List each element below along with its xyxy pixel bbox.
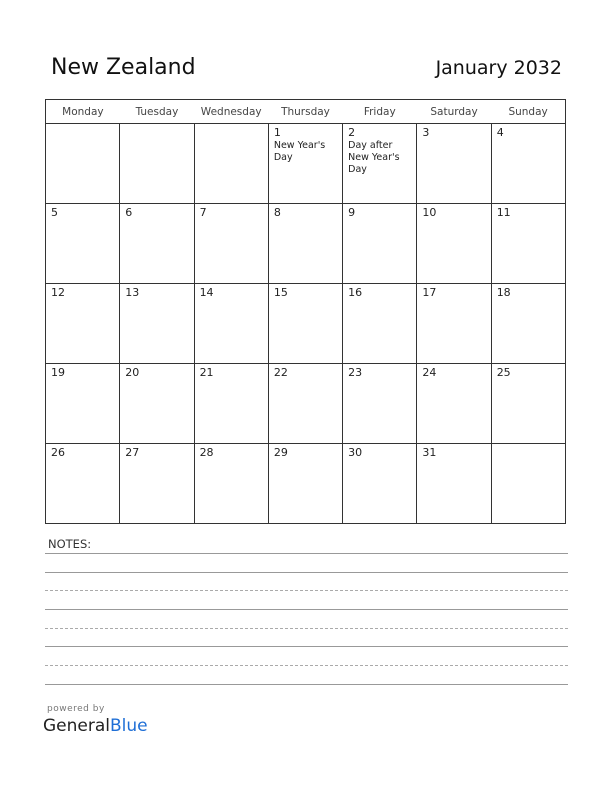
weekday-header: Tuesday: [120, 100, 194, 124]
day-number: 23: [348, 366, 363, 379]
day-cell: [268, 364, 342, 444]
weekday-header: Saturday: [417, 100, 491, 124]
calendar-country-title: New Zealand: [51, 55, 196, 80]
brand-logo[interactable]: [43, 716, 148, 736]
notes-line: [45, 572, 568, 573]
day-number: 5: [51, 206, 58, 219]
day-cell: [417, 444, 491, 524]
day-cell: [194, 284, 268, 364]
day-number: 3: [422, 126, 430, 139]
day-number: 13: [125, 286, 140, 299]
calendar-month-title: January 2032: [435, 57, 562, 79]
day-number: 16: [348, 286, 363, 299]
day-number: 14: [199, 286, 214, 299]
day-number: 11: [496, 206, 511, 219]
notes-line: [45, 590, 568, 591]
day-cell: [491, 364, 565, 444]
day-cell: [268, 124, 342, 204]
day-cell: [417, 124, 491, 204]
day-cell: [268, 444, 342, 524]
day-number: 21: [199, 366, 214, 379]
day-number: 8: [273, 206, 281, 219]
notes-line: [45, 684, 568, 685]
calendar-week-row: [46, 124, 566, 204]
notes-line: [45, 646, 568, 647]
day-cell: [268, 284, 342, 364]
day-cell: [417, 204, 491, 284]
day-number: 30: [348, 446, 363, 459]
weekday-header: Monday: [46, 100, 120, 124]
day-number: 4: [496, 126, 504, 139]
notes-line: [45, 609, 568, 610]
day-cell: [343, 284, 417, 364]
day-cell: [343, 444, 417, 524]
day-cell: [491, 124, 565, 204]
day-cell: [46, 364, 120, 444]
day-cell: [343, 364, 417, 444]
day-number: 12: [51, 286, 65, 299]
day-number: 28: [199, 446, 214, 459]
day-cell: [268, 204, 342, 284]
day-cell: [491, 284, 565, 364]
brand-name-blue: Blue: [110, 716, 148, 736]
day-number: 25: [496, 366, 511, 379]
day-cell: [194, 364, 268, 444]
weekday-header: Sunday: [491, 100, 565, 124]
day-number: 31: [422, 446, 437, 459]
calendar-grid: [45, 99, 566, 524]
day-cell: [120, 364, 194, 444]
day-number: 24: [422, 366, 437, 379]
day-number: 9: [348, 206, 356, 219]
day-cell: [46, 204, 120, 284]
day-number: 20: [125, 366, 140, 379]
weekday-header: Thursday: [268, 100, 342, 124]
day-number: 22: [273, 366, 288, 379]
day-number: 1: [273, 126, 281, 139]
day-number: 26: [51, 446, 65, 459]
empty-day-cell: [491, 444, 565, 524]
day-number: 18: [496, 286, 511, 299]
day-cell: [417, 284, 491, 364]
day-cell: [120, 204, 194, 284]
day-number: 6: [125, 206, 133, 219]
day-cell: [491, 204, 565, 284]
empty-day-cell: [46, 124, 120, 204]
day-number: 2: [348, 126, 356, 139]
day-cell: [46, 444, 120, 524]
weekday-header: Friday: [343, 100, 417, 124]
empty-day-cell: [194, 124, 268, 204]
day-number: 27: [125, 446, 140, 459]
notes-label: NOTES:: [48, 537, 92, 551]
day-number: 29: [273, 446, 288, 459]
notes-line: [45, 553, 568, 554]
weekday-header: Wednesday: [194, 100, 268, 124]
notes-line: [45, 628, 568, 629]
holiday-label: Day after New Year's Day: [348, 140, 400, 175]
day-cell: [343, 124, 417, 204]
day-number: 10: [422, 206, 437, 219]
holiday-label: New Year's Day: [273, 140, 326, 163]
day-number: 17: [422, 286, 437, 299]
day-cell: [194, 444, 268, 524]
empty-day-cell: [120, 124, 194, 204]
brand-name-general: General: [43, 716, 110, 736]
day-cell: [46, 284, 120, 364]
day-cell: [194, 204, 268, 284]
calendar-week-row: [46, 444, 566, 524]
day-cell: [417, 364, 491, 444]
calendar-week-row: [46, 204, 566, 284]
notes-line: [45, 665, 568, 666]
day-cell: [120, 444, 194, 524]
day-cell: [120, 284, 194, 364]
powered-by-text: powered by: [47, 704, 105, 714]
day-cell: [343, 204, 417, 284]
day-number: 15: [273, 286, 288, 299]
calendar-week-row: [46, 364, 566, 444]
day-number: 19: [51, 366, 65, 379]
calendar-week-row: [46, 284, 566, 364]
weekday-header-row: [46, 100, 566, 124]
day-number: 7: [199, 206, 207, 219]
